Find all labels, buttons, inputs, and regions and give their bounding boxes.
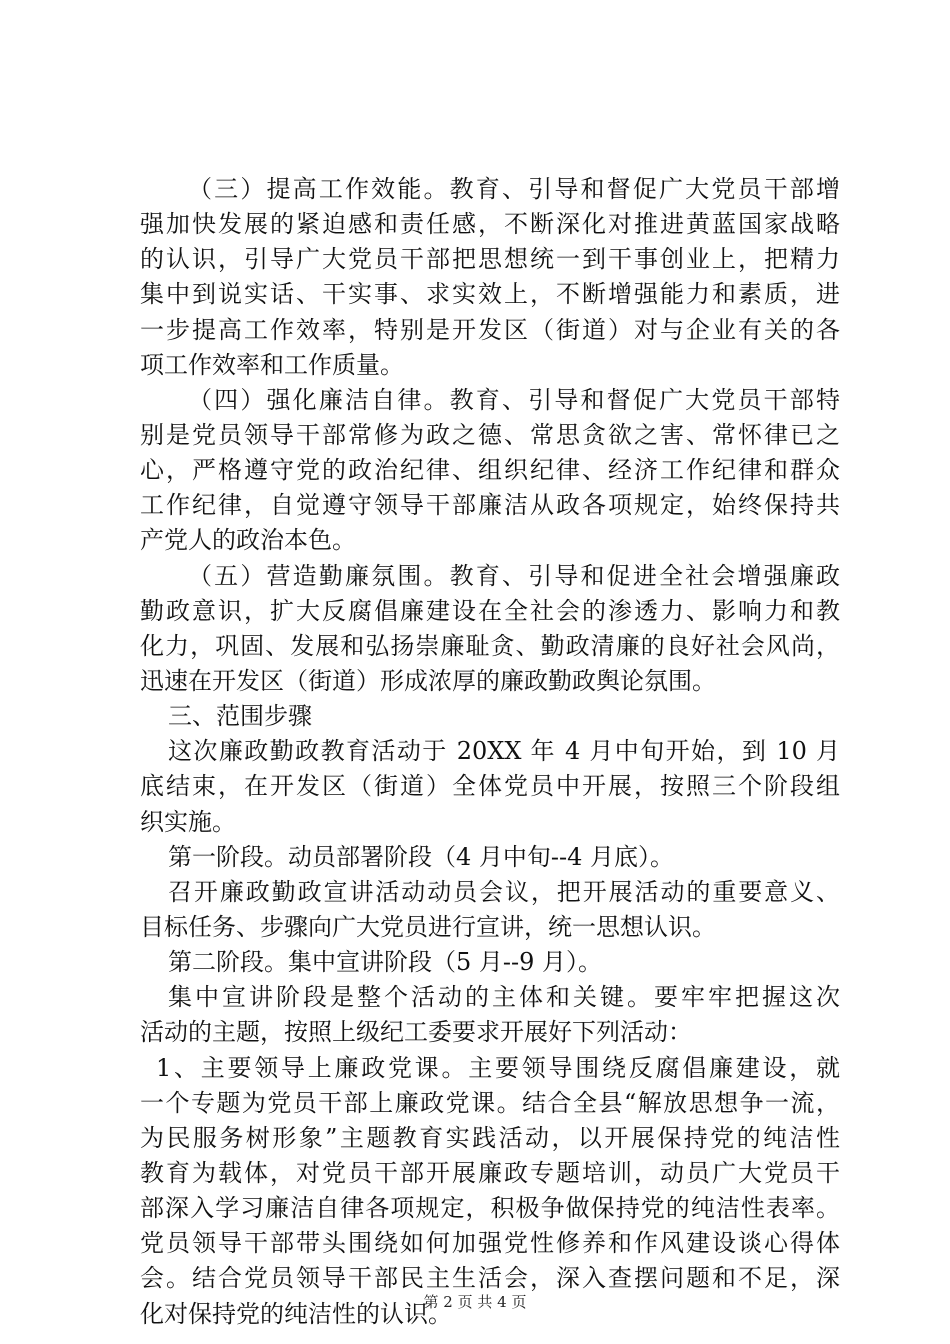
paragraph-line: 的认识，引导广大党员干部把思想统一到干事创业上，把精力 (140, 245, 840, 274)
document-body (140, 172, 840, 1332)
paragraph-line: （五）营造勤廉氛围。教育、引导和促进全社会增强廉政 (188, 561, 840, 590)
paragraph-line: （三）提高工作效能。教育、引导和督促广大党员干部增 (188, 175, 840, 203)
paragraph-line: 工作纪律，自觉遵守领导干部廉洁从政各项规定，始终保持共 (140, 491, 840, 520)
paragraph-line: 为民服务树形象”主题教育实践活动，以开展保持党的纯洁性 (140, 1123, 840, 1152)
stage-heading: 第二阶段。集中宣讲阶段（5 月--9 月）。 (168, 948, 603, 977)
paragraph-line: 勤政意识，扩大反腐倡廉建设在全社会的渗透力、影响力和教 (140, 596, 840, 625)
paragraph-line: 底结束，在开发区（街道）全体党员中开展，按照三个阶段组 (140, 772, 840, 801)
paragraph-line: 目标任务、步骤向广大党员进行宣讲，统一思想认识。 (140, 912, 716, 941)
paragraph-line: 项工作效率和工作质量。 (140, 350, 404, 379)
paragraph-line: 1、主要领导上廉政党课。主要领导围绕反腐倡廉建设，就 (156, 1053, 840, 1082)
paragraph-line: 召开廉政勤政宣讲活动动员会议，把开展活动的重要意义、 (168, 877, 840, 906)
paragraph-line: 党员领导干部带头围绕如何加强党性修养和作风建设谈心得体 (140, 1229, 840, 1258)
paragraph-line: 集中到说实话、干实事、求实效上，不断增强能力和素质，进 (140, 280, 840, 309)
section-heading: 三、范围步骤 (168, 702, 312, 731)
paragraph-line: 别是党员领导干部常修为政之德、常思贪欲之害、常怀律已之 (140, 420, 840, 449)
paragraph-line: 会。结合党员领导干部民主生活会，深入查摆问题和不足，深 (140, 1264, 840, 1293)
paragraph-line: 一步提高工作效率，特别是开发区（街道）对与企业有关的各 (140, 315, 840, 344)
paragraph-line: 活动的主题，按照上级纪工委要求开展好下列活动： (140, 1018, 692, 1047)
paragraph-line: 化对保持党的纯洁性的认识。 (140, 1299, 452, 1328)
paragraph-line: 产党人的政治本色。 (140, 526, 356, 555)
paragraph-line: 这次廉政勤政教育活动于 20XX 年 4 月中旬开始，到 10 月 (168, 737, 840, 766)
paragraph-line: 迅速在开发区（街道）形成浓厚的廉政勤政舆论氛围。 (140, 666, 716, 695)
paragraph-line: 教育为载体，对党员干部开展廉政专题培训，动员广大党员干 (140, 1158, 840, 1187)
paragraph-line: 部深入学习廉洁自律各项规定，积极争做保持党的纯洁性表率。 (140, 1194, 840, 1223)
page-number-footer: 第 2 页 共 4 页 (423, 1293, 527, 1311)
paragraph-line: （四）强化廉洁自律。教育、引导和督促广大党员干部特 (188, 385, 840, 414)
stage-heading: 第一阶段。动员部署阶段（4 月中旬--4 月底）。 (168, 842, 675, 871)
paragraph-line: 强加快发展的紧迫感和责任感，不断深化对推进黄蓝国家战略 (140, 210, 840, 239)
paragraph-line: 心，严格遵守党的政治纪律、组织纪律、经济工作纪律和群众 (140, 456, 840, 485)
paragraph-line: 织实施。 (140, 807, 236, 836)
paragraph-line: 化力，巩固、发展和弘扬崇廉耻贪、勤政清廉的良好社会风尚， (140, 631, 840, 660)
paragraph-line: 一个专题为党员干部上廉政党课。结合全县“解放思想争一流， (140, 1088, 840, 1117)
paragraph-line: 集中宣讲阶段是整个活动的主体和关键。要牢牢把握这次 (168, 983, 840, 1012)
